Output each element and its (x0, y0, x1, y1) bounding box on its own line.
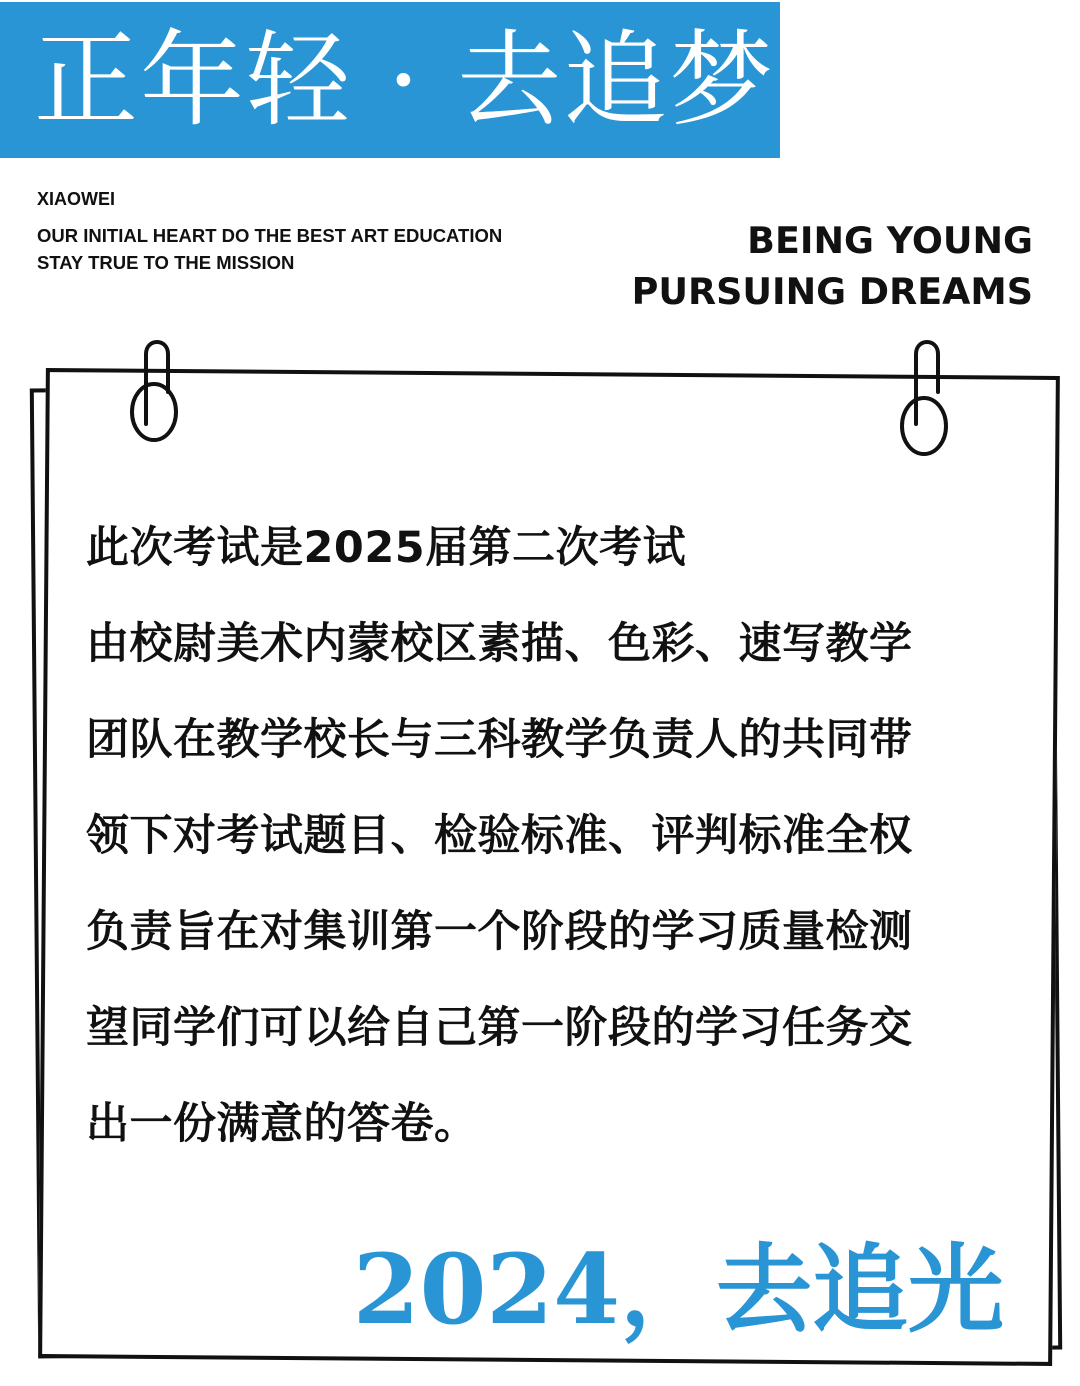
binder-clip-left-icon (128, 332, 180, 462)
note-line-3: 团队在教学校长与三科教学负责人的共同带 (86, 715, 913, 765)
slogan-line-2: PURSUING DREAMS (631, 270, 1033, 313)
slogan-line-1: BEING YOUNG (747, 219, 1033, 262)
brand-name: XIAOWEI (37, 189, 116, 209)
note-line-1: 此次考试是2025届第二次考试 (86, 523, 687, 573)
note-line-7: 出一份满意的答卷。 (86, 1099, 478, 1149)
binder-clip-right-icon (898, 332, 950, 462)
title-banner (0, 2, 780, 158)
note-line-2: 由校尉美术内蒙校区素描、色彩、速写教学 (86, 619, 913, 669)
banner-title: 正年轻 · 去追梦 (34, 19, 776, 141)
motto-line-1: OUR INITIAL HEART DO THE BEST ART EDUCATION (37, 225, 503, 246)
note-line-6: 望同学们可以给自己第一阶段的学习任务交 (86, 1003, 913, 1053)
note-line-5: 负责旨在对集训第一个阶段的学习质量检测 (86, 907, 913, 957)
note-line-4: 领下对考试题目、检验标准、评判标准全权 (86, 811, 913, 861)
note-body (86, 500, 1006, 1172)
footer-slogan: 2024，去追光 (352, 1233, 1004, 1346)
motto-line-2: STAY TRUE TO THE MISSION (37, 252, 295, 273)
